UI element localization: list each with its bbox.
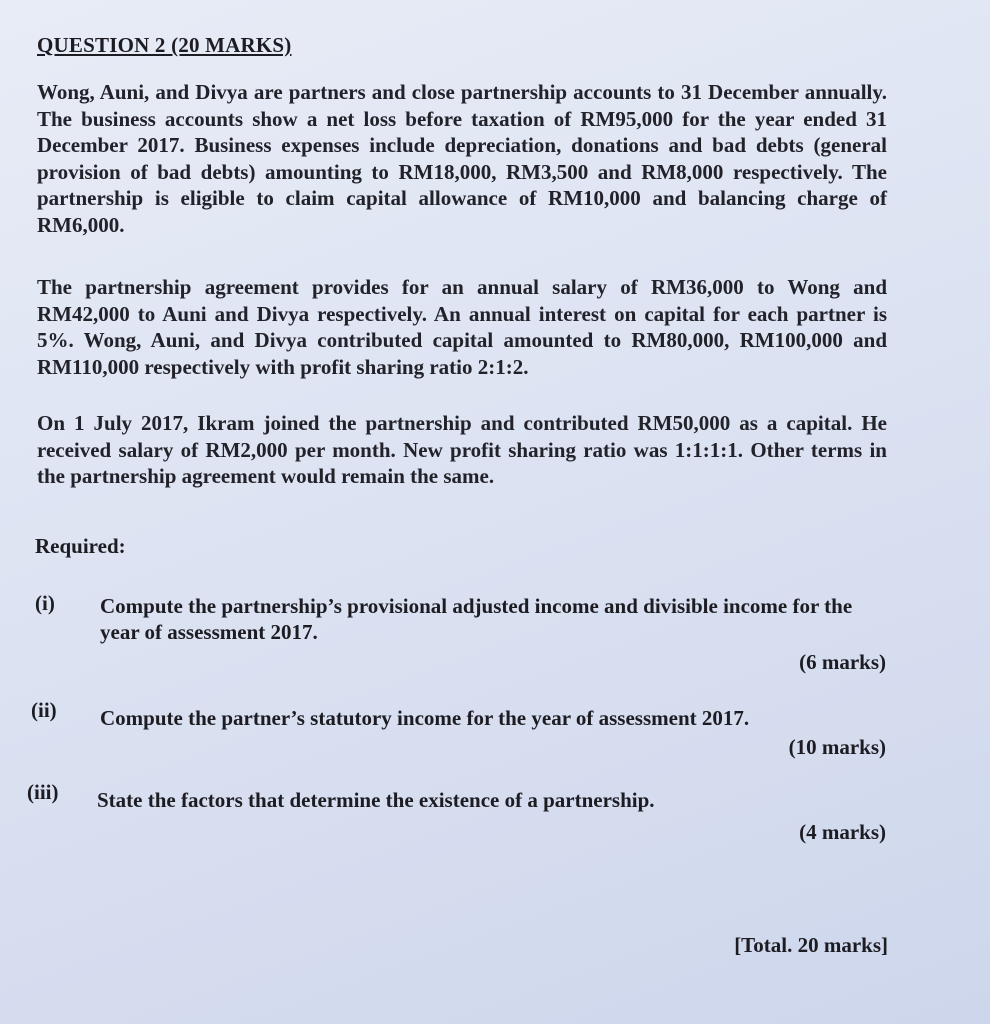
total-marks: [Total. 20 marks] [734, 933, 888, 957]
question-number-i: (i) [35, 591, 55, 615]
question-text-iii: State the factors that determine the existence of a partnership. [97, 788, 655, 812]
paragraph-new-partner: On 1 July 2017, Ikram joined the partnership and contributed RM50,000 as a capital. He received salary of RM2,000 per month. New profit sharing ratio was 1:1:1:1. Other terms in the partnership agreement would remain the same. [37, 411, 887, 488]
question-marks-i: (6 marks) [799, 650, 886, 674]
paragraph-partnership-details: Wong, Auni, and Divya are partners and close partnership accounts to 31 December annually. The business accounts show a net loss before taxation of RM95,000 for the year ended 31 December 2017. Business expenses include depreciation, donations and bad debts (general provision of bad debts) amounting to RM18,000, RM3,500 and RM8,000 respectively. The partnership is eligible to claim capital allowance of RM10,000 and balancing charge of RM6,000. [37, 80, 887, 237]
paragraph-partnership-agreement: The partnership agreement provides for an annual salary of RM36,000 to Wong and RM42,000 to Auni and Divya respectively. An annual interest on capital for each partner is 5%. Wong, Auni, and Divya contributed capital amounted to RM80,000, RM100,000 and RM110,000 respectively with profit sharing ratio 2:1:2. [37, 275, 887, 379]
question-heading: QUESTION 2 (20 MARKS) [37, 33, 292, 57]
question-marks-ii: (10 marks) [788, 735, 886, 759]
question-marks-iii: (4 marks) [799, 820, 886, 844]
question-number-ii: (ii) [31, 698, 57, 722]
required-label: Required: [35, 534, 126, 558]
question-text-ii: Compute the partner’s statutory income for the year of assessment 2017. [100, 706, 750, 730]
question-number-iii: (iii) [27, 780, 59, 804]
question-text-i: Compute the partnership’s provisional adjusted income and divisible income for the year of assessment 2017. [100, 594, 853, 644]
